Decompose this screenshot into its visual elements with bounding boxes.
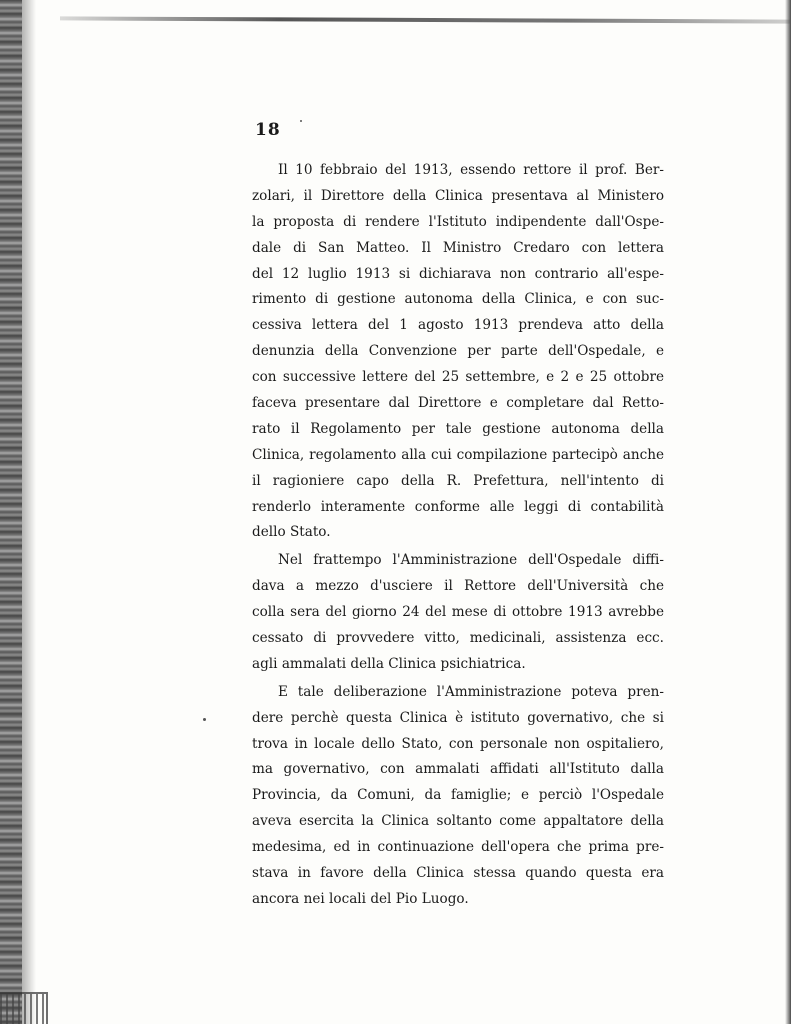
text-line: Nel frattempo l'Amministrazione dell'Ospedale diffi- — [278, 552, 664, 569]
scan-speck — [300, 120, 302, 122]
text-line: medesima, ed in continuazione dell'opera che prima pre- — [252, 839, 664, 856]
text-line: denunzia della Convenzione per parte dell'Ospedale, e — [252, 343, 664, 360]
text-line: ma governativo, con ammalati affidati all'Istituto dalla — [252, 761, 664, 778]
text-line: dale di San Matteo. Il Ministro Credaro con lettera — [252, 239, 664, 256]
binding-shadow — [22, 0, 36, 1024]
text-line: del 12 luglio 1913 si dichiarava non contrario all'espe- — [252, 265, 664, 282]
text-line: il ragioniere capo della R. Prefettura, nell'intento di — [252, 472, 664, 489]
text-line: dello Stato. — [252, 524, 331, 541]
text-line: Clinica, regolamento alla cui compilazione partecipò anche — [252, 446, 664, 463]
paragraph-2 — [252, 548, 664, 677]
paragraph-1 — [252, 158, 664, 546]
text-line: colla sera del giorno 24 del mese di ottobre 1913 avrebbe — [252, 604, 664, 621]
text-line: aveva esercita la Clinica soltanto come appaltatore della — [252, 813, 664, 830]
text-line: trova in locale dello Stato, con personale non ospitaliero, — [252, 735, 664, 752]
text-line: renderlo interamente conforme alle leggi di contabilità — [252, 498, 664, 515]
text-line: faceva presentare dal Direttore e completare dal Retto- — [252, 395, 664, 412]
top-edge-rule — [60, 16, 790, 23]
text-line: con successive lettere del 25 settembre, e 2 e 25 ottobre — [252, 369, 664, 386]
page-number: 18 — [255, 120, 281, 140]
text-line: dere perchè questa Clinica è istituto governativo, che si — [252, 709, 664, 726]
text-line: agli ammalati della Clinica psichiatrica. — [252, 655, 526, 672]
text-line: zolari, il Direttore della Clinica presentava al Ministero — [252, 187, 664, 204]
scan-corner-mark — [0, 992, 48, 1024]
text-line: rimento di gestione autonoma della Clinica, e con suc- — [252, 291, 664, 308]
text-line: rato il Regolamento per tale gestione autonoma della — [252, 420, 664, 437]
text-line: la proposta di rendere l'Istituto indipendente dall'Ospe- — [252, 213, 664, 230]
scan-speck — [203, 718, 206, 721]
text-line: Provincia, da Comuni, da famiglie; e perciò l'Ospedale — [252, 787, 664, 804]
paragraph-3 — [252, 680, 664, 913]
binding-edge — [0, 0, 22, 1024]
text-line: ancora nei locali del Pio Luogo. — [252, 890, 469, 907]
text-line: cessato di provvedere vitto, medicinali, assistenza ecc. — [252, 630, 664, 647]
text-line: dava a mezzo d'usciere il Rettore dell'Università che — [252, 578, 664, 595]
text-line: stava in favore della Clinica stessa quando questa era — [252, 865, 664, 882]
text-line: cessiva lettera del 1 agosto 1913 prendeva atto della — [252, 317, 664, 334]
body-text — [252, 158, 664, 913]
text-line: E tale deliberazione l'Amministrazione poteva pren- — [278, 683, 664, 700]
right-page-edge — [785, 0, 791, 1024]
text-line: Il 10 febbraio del 1913, essendo rettore il prof. Ber- — [278, 162, 664, 178]
